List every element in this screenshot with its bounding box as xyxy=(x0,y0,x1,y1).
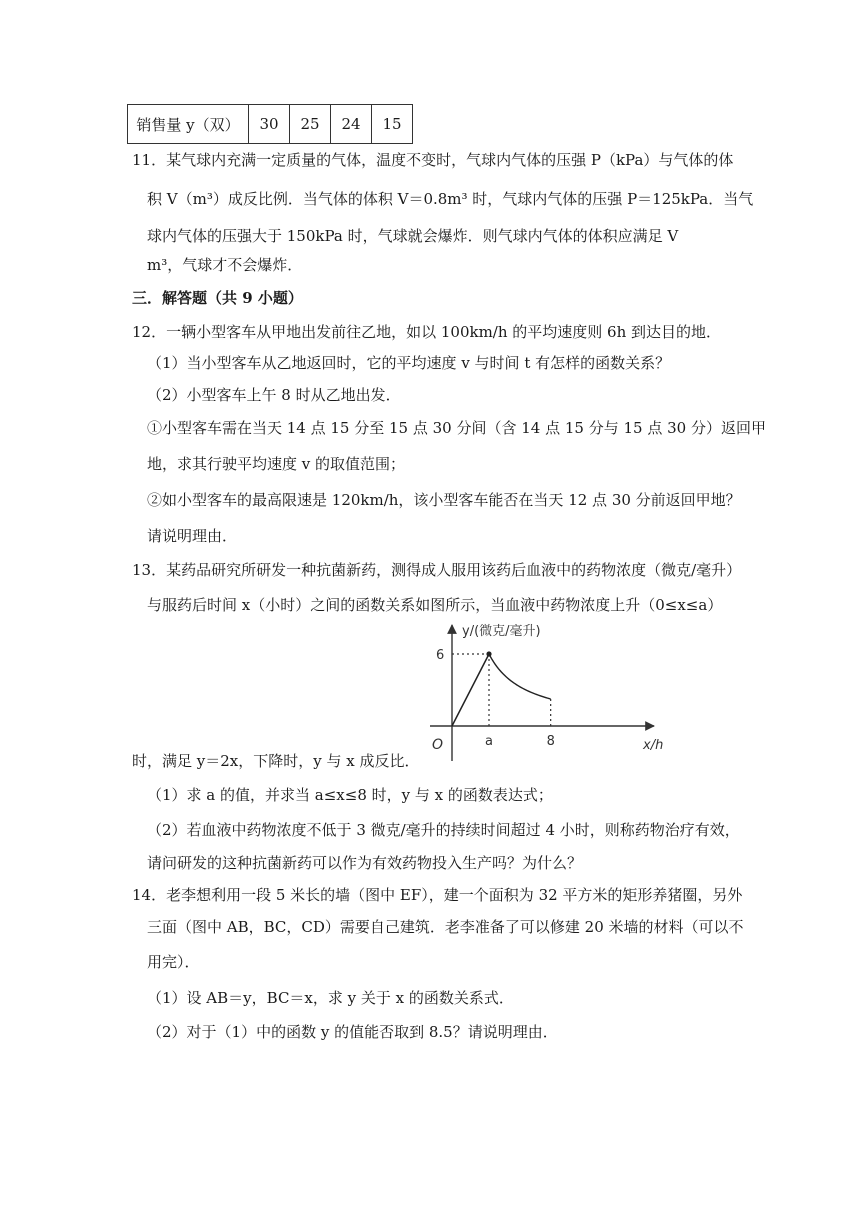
q13-line: （1）求 a 的值，并求当 a≤x≤8 时，y 与 x 的函数表达式； xyxy=(147,786,553,804)
table-row-label: 销售量 y（双） xyxy=(128,105,249,144)
q12-line: 12．一辆小型客车从甲地出发前往乙地，如以 100km/h 的平均速度则 6h 到达目的地． xyxy=(132,323,722,341)
x-tick-label: 8 xyxy=(546,734,555,749)
q14-line: 用完）． xyxy=(147,953,200,971)
table-cell: 15 xyxy=(372,105,413,144)
y-axis-label: y/(微克/毫升) xyxy=(462,624,541,639)
q13-line: （2）若血液中药物浓度不低于 3 微克/毫升的持续时间超过 4 小时，则称药物治疗有效， xyxy=(147,821,740,839)
q11-line: 积 V（m³）成反比例．当气体的体积 V＝0.8m³ 时，气球内气体的压强 P＝125kPa．当气 xyxy=(147,190,754,208)
x-tick-label: a xyxy=(485,734,493,749)
q12-line: ①小型客车需在当天 14 点 15 分至 15 点 30 分间（含 14 点 15 分与 15 点 30 分）返回甲 xyxy=(147,419,766,437)
q14-line: 三面（图中 AB，BC，CD）需要自己建筑．老李准备了可以修建 20 米墙的材料（可以不 xyxy=(147,918,744,936)
y-tick-label: 6 xyxy=(436,648,445,663)
q11-line: 11．某气球内充满一定质量的气体，温度不变时，气球内气体的压强 P（kPa）与气体的体 xyxy=(132,151,734,169)
q14-line: （2）对于（1）中的函数 y 的值能否取到 8.5？请说明理由． xyxy=(147,1023,558,1041)
q14-line: 14．老李想利用一段 5 米长的墙（图中 EF），建一个面积为 32 平方米的矩形养猪圈，另外 xyxy=(132,886,743,904)
series-fall-curve xyxy=(489,654,551,699)
q12-line: 请说明理由． xyxy=(147,527,238,545)
table-cell: 24 xyxy=(331,105,372,144)
table-cell: 30 xyxy=(249,105,290,144)
concentration-chart xyxy=(428,619,664,763)
q12-line: 地，求其行驶平均速度 v 的取值范围； xyxy=(147,455,406,473)
table-row xyxy=(128,105,413,144)
q13-line: 与服药后时间 x（小时）之间的函数关系如图所示，当血液中药物浓度上升（0≤x≤a） xyxy=(147,596,723,614)
section-heading: 三．解答题（共 9 小题） xyxy=(132,289,303,307)
q13-line: 请问研发的这种抗菌新药可以作为有效药物投入生产吗？为什么？ xyxy=(147,854,583,872)
origin-label: O xyxy=(432,737,444,753)
x-axis-label: x/h xyxy=(643,738,664,753)
q12-line: ②如小型客车的最高限速是 120km/h，该小型客车能否在当天 12 点 30 分前返回甲地？ xyxy=(147,491,741,509)
q14-line: （1）设 AB＝y，BC＝x，求 y 关于 x 的函数关系式． xyxy=(147,989,514,1007)
q13-line: 时，满足 y＝2x，下降时，y 与 x 成反比． xyxy=(132,752,420,770)
q12-line: （2）小型客车上午 8 时从乙地出发． xyxy=(147,386,401,404)
q11-line: m³，气球才不会爆炸． xyxy=(147,256,303,274)
sales-table xyxy=(127,104,413,144)
series-rise-line xyxy=(452,654,489,726)
q13-line: 13．某药品研究所研发一种抗菌新药，测得成人服用该药后血液中的药物浓度（微克/毫升） xyxy=(132,561,742,579)
q12-line: （1）当小型客车从乙地返回时，它的平均速度 v 与时间 t 有怎样的函数关系？ xyxy=(147,354,671,372)
peak-point xyxy=(486,651,491,656)
q11-line: 球内气体的压强大于 150kPa 时，气球就会爆炸．则气球内气体的体积应满足 V xyxy=(147,227,679,245)
table-cell: 25 xyxy=(290,105,331,144)
